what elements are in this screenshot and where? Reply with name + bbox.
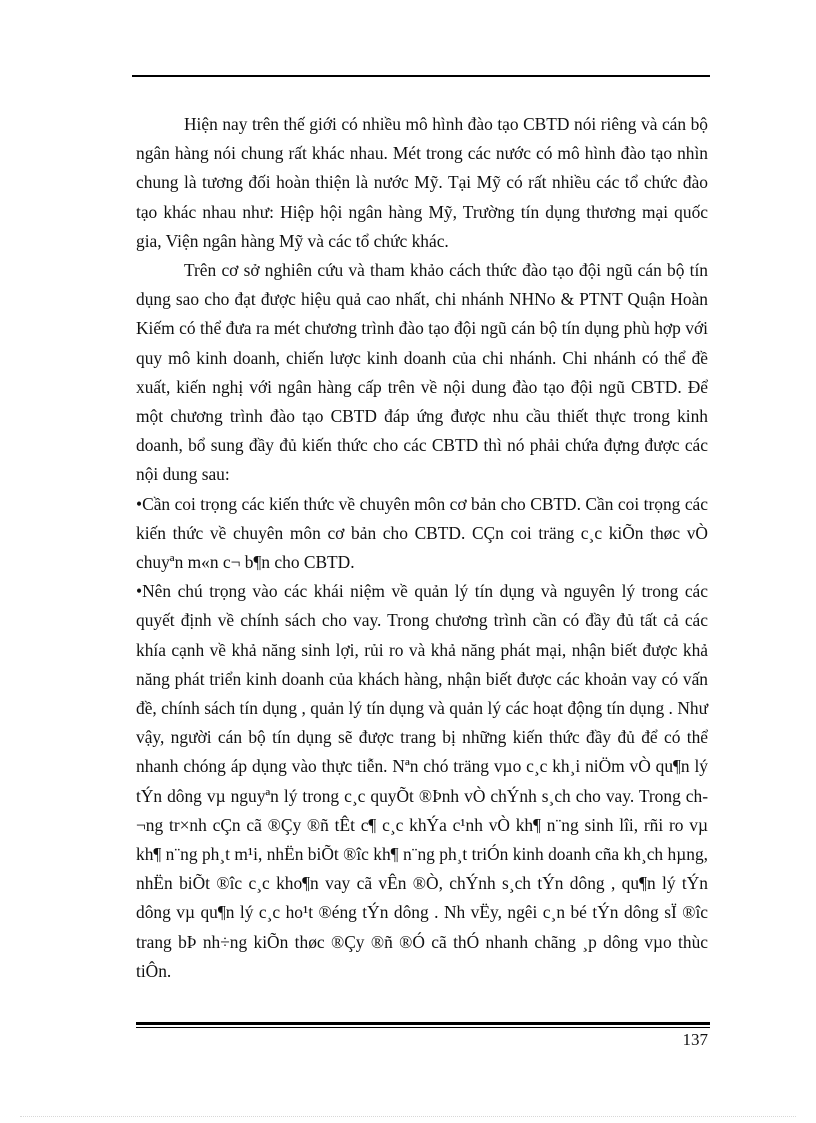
bullet-credit-management: •Nên chú trọng vào các khái niệm về quản lý tín dụng và nguyên lý trong các quyết định về chính sách cho vay. Trong chương trình cần có đầy đủ tất cả các khía cạnh về khả năng sinh lợi, rủi ro và khả năng phát mại, nhận biết được khả năng phát triển kinh doanh của khách hàng, nhận biết được các khoản vay có vấn đề, chính sách tín dụng , quản lý tín dụng và quản lý các hoạt động tín dụng . Như vậy, người cán bộ tín dụng sẽ được trang bị những kiến thức đầy đủ để có thể nhanh chóng áp dụng vào thực tiễn. Nªn chó träng vµo c¸c kh¸i niÖm vÒ qu¶n lý tÝn dông vµ nguyªn lý trong c¸c quyÕt ®Þnh vÒ chÝnh s¸ch cho vay. Trong ch¬ng tr×nh cÇn cã ®Çy ®ñ tÊt c¶ c¸c khÝa c¹nh vÒ kh¶ n¨ng sinh lîi, rñi ro vµ kh¶ n¨ng ph¸t m¹i, nhËn biÕt ®îc kh¶ n¨ng ph¸t triÓn kinh doanh cña kh¸ch hµng, nhËn biÕt ®îc c¸c kho¶n vay cã vÊn ®Ò, chÝnh s¸ch tÝn dông , qu¶n lý tÝn dông vµ qu¶n lý c¸c ho¹t ®éng tÝn dông . Nh vËy, ngêi c¸n bé tÝn dông sÏ ®îc trang bÞ nh÷ng kiÕn thøc ®Çy ®ñ ®Ó cã thÓ nhanh chãng ¸p dông vµo thùc tiÔn. <box>136 581 708 981</box>
paragraph-training-program: Trên cơ sở nghiên cứu và tham khảo cách thức đào tạo đội ngũ cán bộ tín dụng sao cho đạt được hiệu quả cao nhất, chi nhánh NHNo & PTNT Quận Hoàn Kiếm có thể đưa ra mét chương trình đào tạo đội ngũ cán bộ tín dụng phù hợp với quy mô kinh doanh, chiến lược kinh doanh của chi nhánh. Chi nhánh có thể đề xuất, kiến nghị với ngân hàng cấp trên về nội dung đào tạo đội ngũ CBTD. Để một chương trình đào tạo CBTD đáp ứng được nhu cầu thiết thực trong kinh doanh, bổ sung đầy đủ kiến thức cho các CBTD thì nó phải chứa đựng được các nội dung sau: <box>136 260 708 485</box>
header-rule <box>132 75 710 77</box>
paragraph-training-models: Hiện nay trên thế giới có nhiều mô hình đào tạo CBTD nói riêng và cán bộ ngân hàng nói chung rất khác nhau. Mét trong các nước có mô hình đào tạo nhìn chung là tương đối hoàn thiện là nước Mỹ. Tại Mỹ có rất nhiều các tổ chức đào tạo khác nhau như: Hiệp hội ngân hàng Mỹ, Trường tín dụng thương mại quốc gia, Viện ngân hàng Mỹ và các tổ chức khác. <box>136 114 708 251</box>
page-edge-divider <box>20 1116 796 1117</box>
bullet-professional-knowledge: •Cần coi trọng các kiến thức về chuyên môn cơ bản cho CBTD. Cần coi trọng các kiến thức về chuyên môn cơ bản cho CBTD. CÇn coi träng c¸c kiÕn thøc vÒ chuyªn m«n c¬ b¶n cho CBTD. <box>136 493 708 573</box>
page-number: 137 <box>682 1030 708 1049</box>
footer-rule <box>136 1022 710 1025</box>
body-text <box>136 110 708 986</box>
